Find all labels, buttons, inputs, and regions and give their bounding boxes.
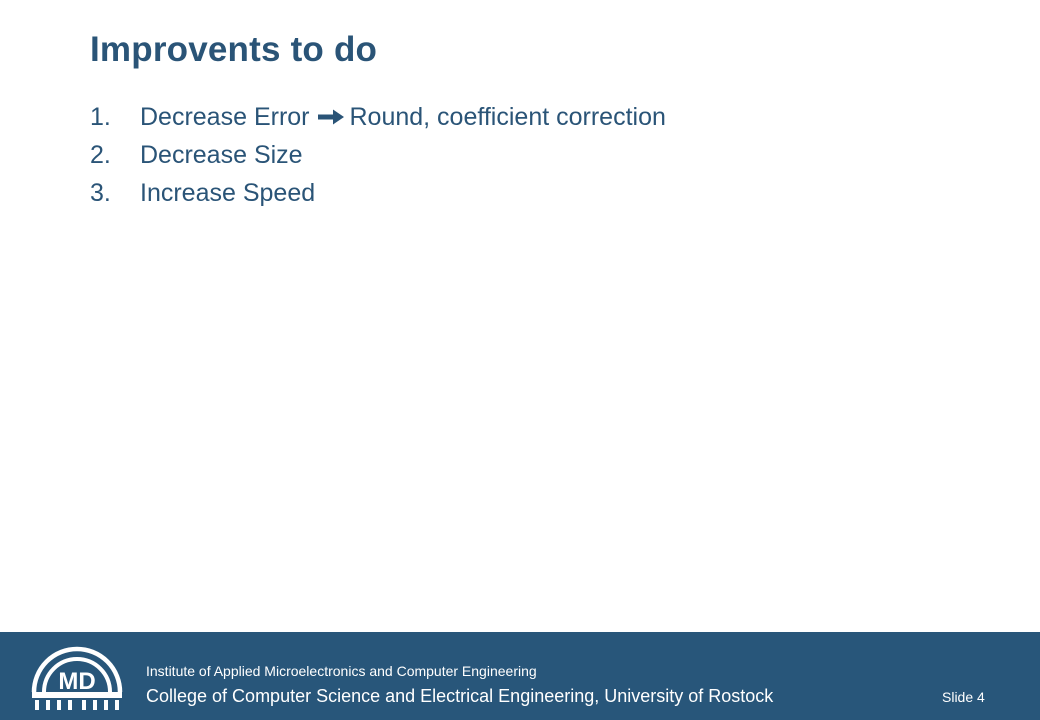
slide-title: Improvents to do	[90, 30, 378, 69]
list-item-number: 3.	[90, 179, 111, 207]
improvement-list	[90, 98, 666, 212]
list-item-number: 1.	[90, 103, 111, 131]
list-item-text: Increase Speed	[140, 179, 316, 207]
right-arrow-icon	[316, 107, 346, 127]
logo-text: MD	[58, 668, 96, 695]
slide-number: Slide 4	[942, 689, 985, 705]
list-item-continuation: Round, coefficient correction	[349, 103, 666, 131]
footer-bar	[0, 632, 1040, 720]
list-item-number: 2.	[90, 141, 111, 169]
institute-name: Institute of Applied Microelectronics and Computer Engineering	[146, 663, 537, 679]
list-item	[90, 98, 666, 136]
list-item	[90, 174, 666, 212]
list-item-text: Decrease Size	[140, 141, 303, 169]
college-name: College of Computer Science and Electrical Engineering, University of Rostock	[146, 686, 774, 706]
institute-logo	[26, 642, 128, 716]
list-item	[90, 136, 666, 174]
list-item-text: Decrease Error	[140, 103, 310, 131]
